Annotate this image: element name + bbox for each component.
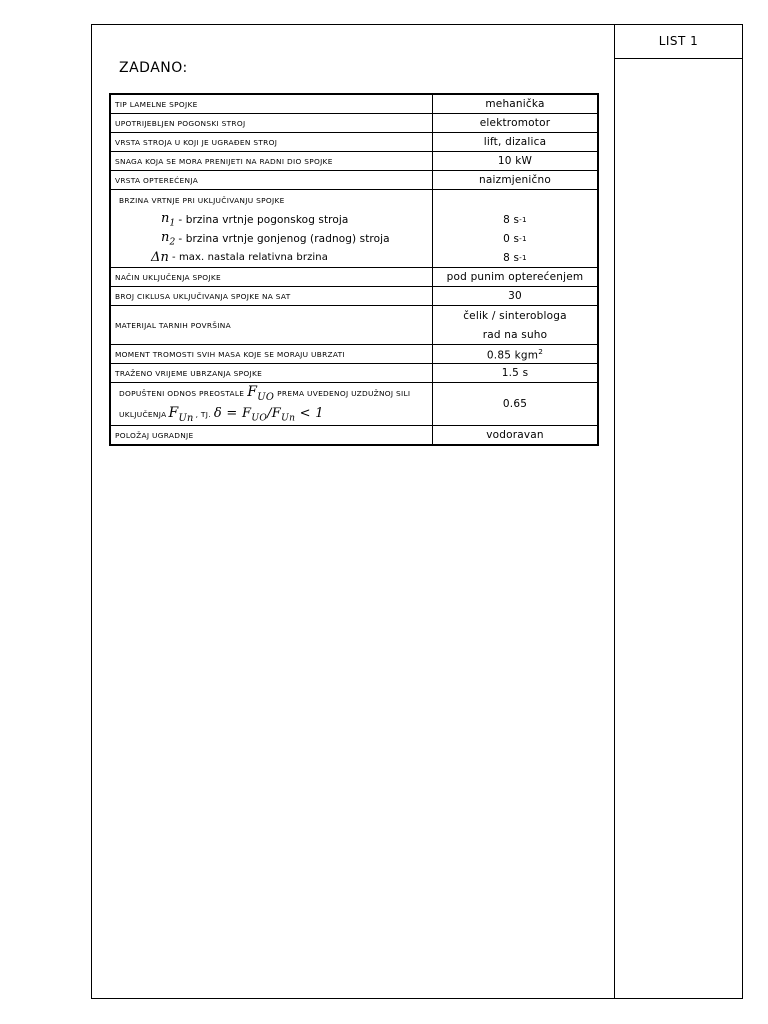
sheet-number-box	[614, 24, 743, 59]
table-row	[110, 171, 598, 190]
side-column	[614, 24, 743, 999]
material-value-2: rad na suho	[482, 328, 548, 341]
table-row	[110, 152, 598, 171]
n2-line	[115, 229, 428, 248]
table-row	[110, 345, 598, 364]
n2-text: - brzina vrtnje gonjenog (radnog) stroja	[178, 232, 390, 245]
row-value: 30	[433, 287, 599, 306]
table-row	[110, 133, 598, 152]
row-label: TIP LAMELNE SPOJKE	[110, 94, 433, 114]
row-label: VRSTA OPTEREĆENJA	[110, 171, 433, 190]
row-value: 1.5 s	[433, 364, 599, 383]
row-value: pod punim opterećenjem	[433, 268, 599, 287]
speed-heading-blank	[437, 190, 593, 210]
delta-n-symbol: Δn	[151, 250, 169, 265]
ratio-line-1: DOPUŠTENI ODNOS PREOSTALE $F_{UO}$ PREMA UVEDENOJ UZDUŽNOJ SILI	[119, 384, 411, 403]
material-values	[433, 306, 599, 345]
n1-value: 8 s -1	[503, 213, 527, 226]
table-row	[110, 426, 598, 446]
n1-symbol: $n_1$	[161, 210, 176, 229]
speed-heading: BRZINA VRTNJE PRI UKLJUČIVANJU SPOJKE	[119, 195, 285, 205]
row-label: UPOTRIJEBLJEN POGONSKI STROJ	[110, 114, 433, 133]
row-value: 0.85 kgm$^2$	[433, 345, 599, 364]
dn-value: 8 s -1	[503, 251, 527, 264]
n1-line	[115, 210, 428, 229]
table-row	[110, 364, 598, 383]
row-label: NAČIN UKLJUČENJA SPOJKE	[110, 268, 433, 287]
row-label: MOMENT TROMOSTI SVIH MASA KOJE SE MORAJU UBRZATI	[110, 345, 433, 364]
row-value: 0.65	[433, 383, 599, 426]
row-label: VRSTA STROJA U KOJI JE UGRAĐEN STROJ	[110, 133, 433, 152]
speed-values	[433, 190, 599, 268]
ratio-label	[110, 383, 433, 426]
n1-text: - brzina vrtnje pogonskog stroja	[178, 213, 349, 226]
row-value: vodoravan	[433, 426, 599, 446]
material-value-1: čelik / sinterobloga	[463, 309, 567, 322]
dn-line	[115, 248, 428, 267]
row-value: elektromotor	[433, 114, 599, 133]
row-label: BROJ CIKLUSA UKLJUČIVANJA SPOJKE NA SAT	[110, 287, 433, 306]
f-uo-symbol: $F_{UO}$	[247, 384, 275, 403]
table-row-material	[110, 306, 598, 345]
row-value: mehanička	[433, 94, 599, 114]
table-row-speed	[110, 190, 598, 268]
table-row	[110, 268, 598, 287]
table-row	[110, 114, 598, 133]
f-un-symbol: $F_{Un}$	[168, 405, 194, 424]
table-row-ratio	[110, 383, 598, 426]
speed-labels	[110, 190, 433, 268]
specification-table	[109, 93, 599, 446]
row-label: POLOŽAJ UGRADNJE	[110, 426, 433, 446]
ratio-line-2: UKLJUČENJA $F_{Un}$ , TJ. $\delta = F_{UO}/F_{Un} < 1$	[119, 405, 324, 424]
table-row	[110, 94, 598, 114]
page-title: ZADANO:	[119, 60, 188, 76]
row-value: naizmjenično	[433, 171, 599, 190]
sheet-number: LIST 1	[658, 34, 699, 48]
row-value: 10 kW	[433, 152, 599, 171]
n2-symbol: $n_2$	[161, 229, 176, 248]
n2-value: 0 s -1	[503, 232, 527, 245]
dn-text: - max. nastala relativna brzina	[171, 252, 328, 263]
row-label: SNAGA KOJA SE MORA PRENIJETI NA RADNI DIO SPOJKE	[110, 152, 433, 171]
row-label: TRAŽENO VRIJEME UBRZANJA SPOJKE	[110, 364, 433, 383]
table-row	[110, 287, 598, 306]
row-label: MATERIJAL TARNIH POVRŠINA	[110, 306, 433, 345]
row-value: lift, dizalica	[433, 133, 599, 152]
delta-formula: $\delta = F_{UO}/F_{Un} < 1$	[213, 405, 324, 424]
